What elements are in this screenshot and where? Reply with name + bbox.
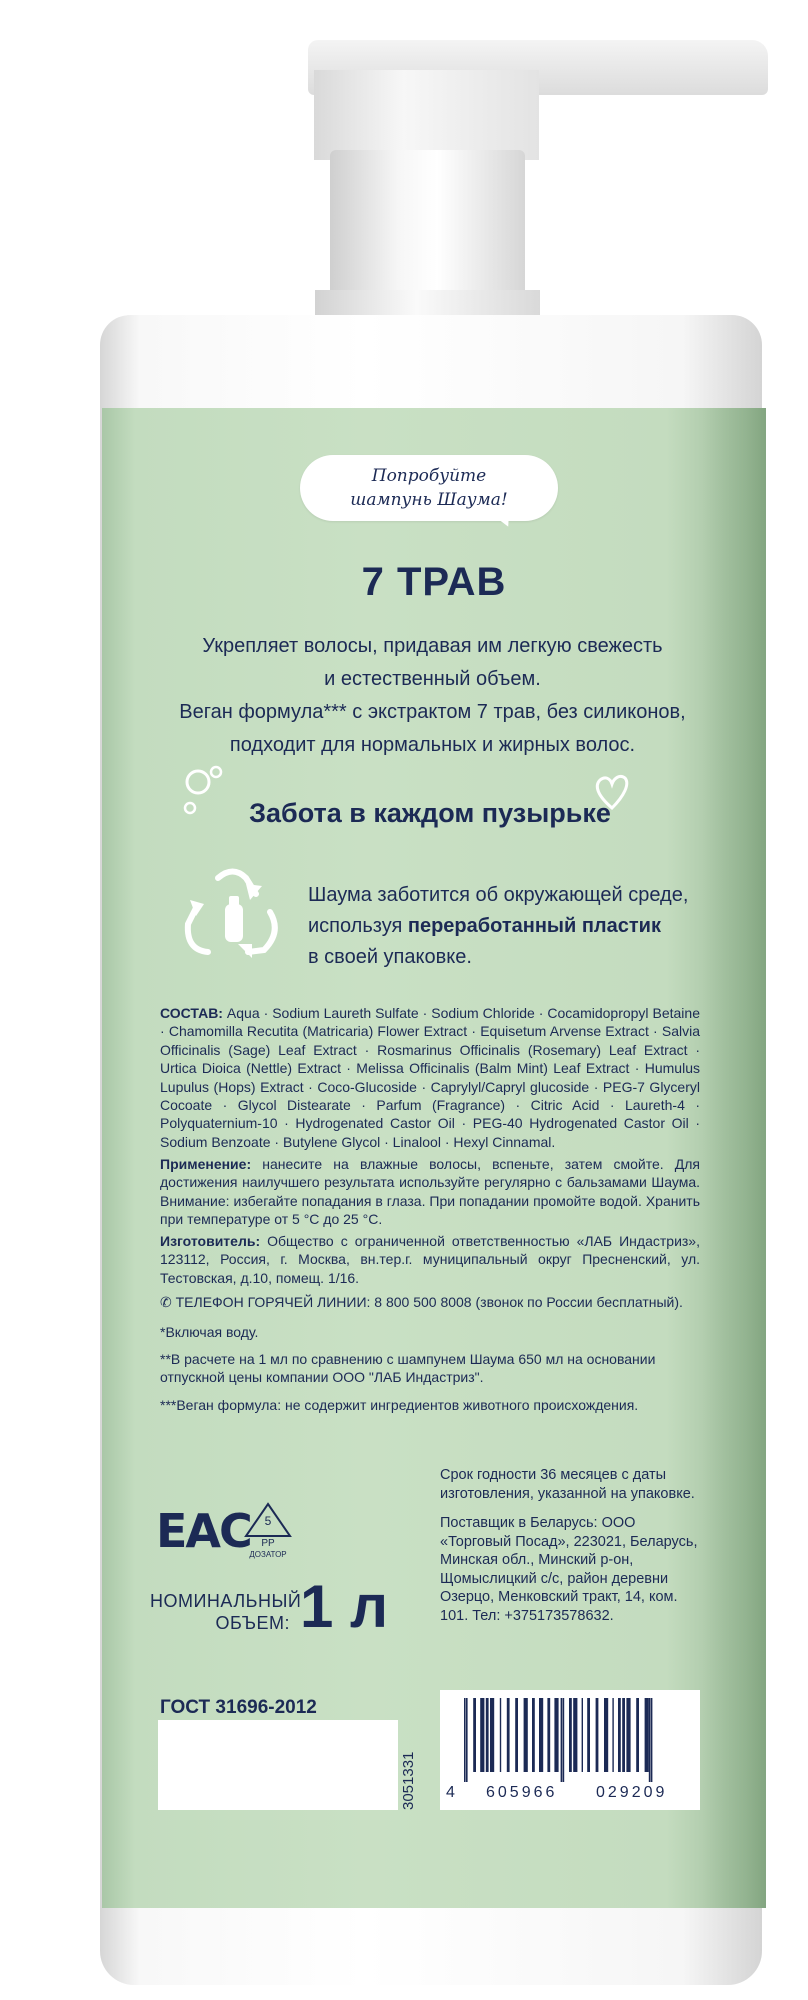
bubble-line-2: шампунь Шаума! (350, 490, 508, 510)
care-subheading: Забота в каждом пузырьке (249, 798, 611, 828)
product-title: 7 ТРАВ (361, 560, 507, 604)
description-line: Веган формула*** с экстрактом 7 трав, без силиконов, (179, 701, 686, 723)
eco-line (308, 911, 728, 942)
barcode-bars (440, 1690, 700, 1785)
description-line: и естественный объем. (324, 668, 541, 690)
barcode-bar (573, 1698, 577, 1772)
gost-standard: ГОСТ 31696-2012 (160, 1697, 317, 1718)
barcode-left-digits: 605966 (486, 1784, 558, 1801)
application-label: Применение: (160, 1156, 252, 1172)
barcode-bar (547, 1698, 550, 1772)
expiry-info: Срок годности 36 месяцев с даты изготовления, указанной на упаковке. (440, 1467, 695, 1502)
footnote: ***Веган формула: не содержит ингредиентов животного происхождения. (160, 1397, 639, 1413)
manufacturer-label: Изготовитель: (160, 1233, 261, 1249)
barcode-bar (515, 1698, 518, 1772)
volume-label-line: ОБЪЕМ: (215, 1613, 290, 1633)
composition-text: Aqua · Sodium Laureth Sulfate · Sodium Chloride · Cocamidopropyl Betaine · Chamomilla Recutita (Matricaria) Flower Extract · Equisetum Arvense Extract · Salvia Officinalis (Sage) Leaf Extract · Rosmarinus Officinalis (Rosemary) Leaf Extract · Urtica Dioica (Nettle) Extract · Melissa Officinalis (Balm Mint) Leaf Extract · Humulus Lupulus (Hops) Extract · Coco-Glucoside · Caprylyl/Capryl glucoside · PEG-7 Glyceryl Cocoate · Glycol Distearate · Parfum (Fragrance) · Citric Acid · Laureth-4 · Polyquaternium-10 · Hydrogenated Castor Oil · PEG-40 Hydrogenated Castor Oil · Sodium Benzoate · Butylene Glycol · Linalool · Hexyl Cinnamal. (160, 1005, 700, 1150)
barcode-bar (618, 1698, 621, 1772)
barcode-bar (473, 1698, 476, 1772)
label-shade (702, 408, 766, 1908)
product-code: 3051331 (400, 1751, 417, 1810)
barcode-bar (507, 1698, 510, 1772)
volume-label-line: НОМИНАЛЬНЫЙ (150, 1591, 302, 1611)
product-description (160, 630, 705, 762)
recycling-symbol (240, 1500, 296, 1564)
barcode-bar (569, 1698, 572, 1772)
barcode-guard-bar (649, 1698, 651, 1782)
batch-box (158, 1720, 398, 1810)
barcode-bar (626, 1698, 630, 1772)
barcode-bar (582, 1698, 583, 1772)
recycle-sub: ДОЗАТОР (249, 1550, 287, 1559)
barcode-bar (604, 1698, 608, 1772)
barcode-guard-bar (563, 1698, 565, 1782)
barcode-bar (612, 1698, 613, 1772)
barcode-bar (524, 1698, 528, 1772)
eco-line: в своей упаковке. (308, 946, 472, 968)
barcode-bar (532, 1698, 535, 1772)
description-line: подходит для нормальных и жирных волос. (229, 734, 636, 756)
barcode-bar (554, 1698, 558, 1772)
barcode-bar (486, 1698, 489, 1772)
barcode-bar (622, 1698, 625, 1772)
composition (160, 1004, 700, 1151)
description-line: Укрепляет волосы, придавая им легкую свежесть (202, 635, 663, 657)
volume-value: 1 л (300, 1573, 389, 1640)
recycle-material: PP (261, 1538, 275, 1549)
eac-mark: ЕАС (156, 1504, 251, 1558)
barcode-bar (480, 1698, 484, 1772)
footnote: **В расчете на 1 мл по сравнению с шампунем Шаума 650 мл на основании отпускной цены компании ООО "ЛАБ Индастриз". (160, 1351, 656, 1386)
barcode-right-digits: 029209 (596, 1784, 668, 1801)
barcode-bar (490, 1698, 494, 1772)
barcode-bar (539, 1698, 543, 1772)
barcode-guard-bar (464, 1698, 466, 1782)
manufacturer (160, 1232, 700, 1287)
eco-line-prefix: используя (308, 915, 408, 937)
barcode-first-digit: 4 (446, 1784, 455, 1801)
barcode-bar (587, 1698, 590, 1772)
barcode-guard-bar (561, 1698, 563, 1782)
manufacturer-text: Общество с ограниченной ответственностью «ЛАБ Индастриз», 123112, Россия, г. Москва, вн.тер.г. муниципальный округ Пресненский, ул. Тестовская, д.10, помещ. 1/16. (160, 1233, 700, 1286)
application-text: нанесите на влажные волосы, вспеньте, затем смойте. Для достижения наилучшего результата используйте регулярно с бальзамами Шаума. Внимание: избегайте попадания в глаза. При попадании промойте водой. Хранить при температуре от 5 °С до 25 °С. (160, 1156, 700, 1228)
pump-arm (314, 70, 539, 160)
bubble-line-1: Попробуйте (371, 466, 487, 486)
hotline: ✆ ТЕЛЕФОН ГОРЯЧЕЙ ЛИНИИ: 8 800 500 8008 (звонок по России бесплатный). (160, 1294, 683, 1310)
supplier-info: Поставщик в Беларусь: ООО «Торговый Посад», 223021, Беларусь, Минская обл., Минский р-он, Щомыслицкий с/с, район деревни Озерцо, Менковский тракт, 14, ком. 101. Тел: +375173578632. (440, 1515, 698, 1624)
application (160, 1155, 700, 1229)
barcode-bar (636, 1698, 639, 1772)
footnote: *Включая воду. (160, 1324, 259, 1340)
barcode-bar (596, 1698, 599, 1772)
recycle-number: 5 (264, 1514, 272, 1528)
barcode-bar (500, 1698, 501, 1772)
volume-label (150, 1590, 302, 1634)
eco-text (308, 880, 728, 973)
recycle-bottle-icon (178, 860, 288, 970)
barcode-guard-bar (466, 1698, 468, 1782)
composition-label: СОСТАВ: (160, 1005, 223, 1021)
speech-bubble-text (300, 464, 558, 512)
eco-line-bold: переработанный пластик (407, 915, 661, 937)
barcode-guard-bar (651, 1698, 653, 1782)
eco-line: Шаума заботится об окружающей среде, (308, 884, 689, 906)
barcode-bar (645, 1698, 649, 1772)
